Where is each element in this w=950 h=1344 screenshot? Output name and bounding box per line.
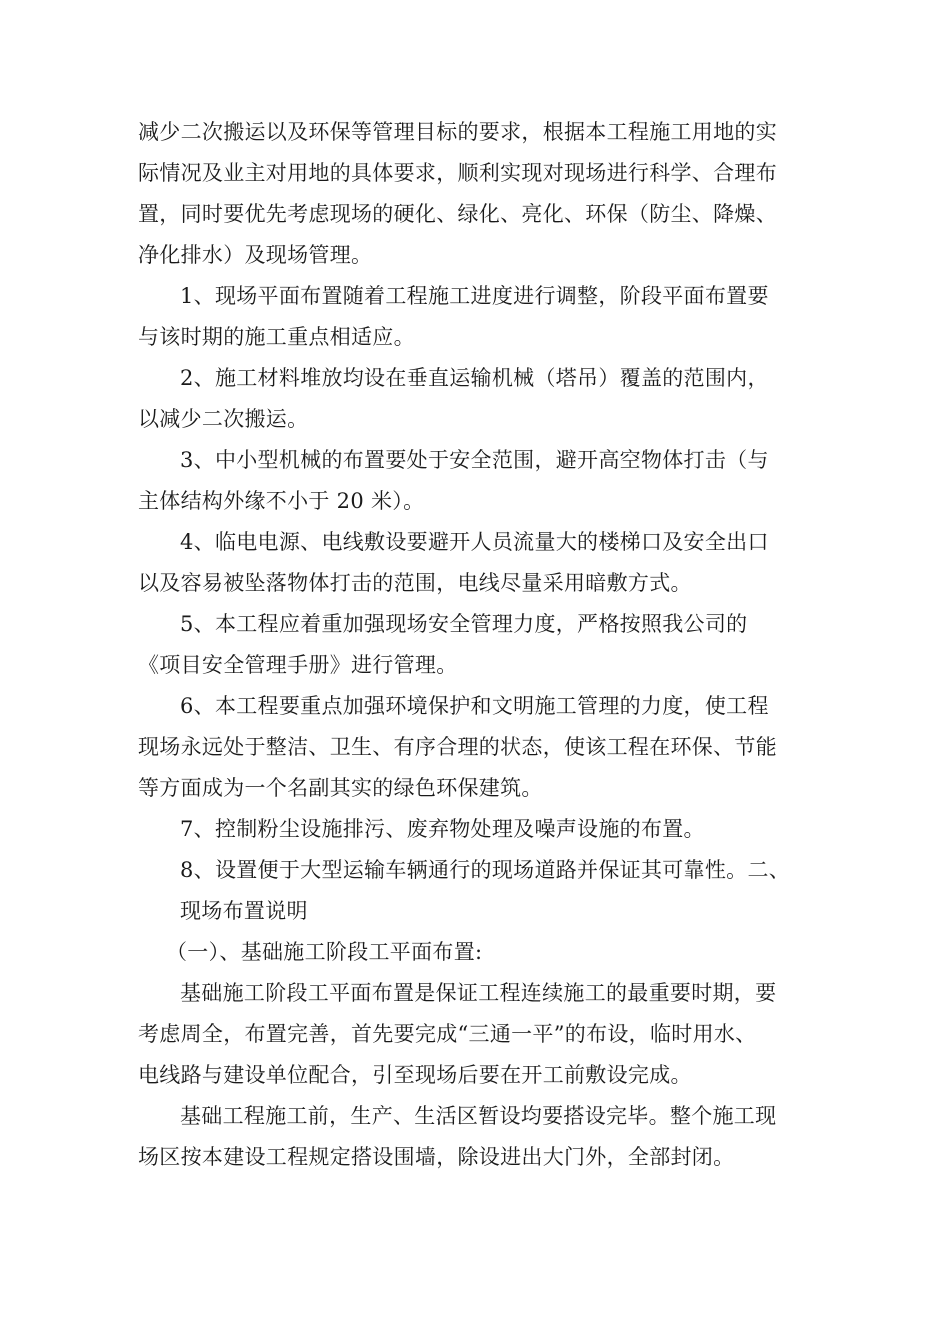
paragraph-item-7 xyxy=(138,809,810,850)
section-heading: 现场布置说明 xyxy=(180,899,308,923)
paragraph-item-6 xyxy=(138,686,810,809)
text-line: 置，同时要优先考虑现场的硬化、绿化、亮化、环保（防尘、降燥、 xyxy=(138,202,777,226)
text-line: 基础工程施工前，生产、生活区暂设均要搭设完毕。整个施工现 xyxy=(180,1104,777,1128)
text-line: 场区按本建设工程规定搭设围墙，除设进出大门外，全部封闭。 xyxy=(138,1145,735,1169)
text-line: 7、控制粉尘设施排污、废弃物处理及噪声设施的布置。 xyxy=(180,817,705,841)
text-line: 《项目安全管理手册》进行管理。 xyxy=(138,653,458,677)
text-line: 电线路与建设单位配合，引至现场后要在开工前敷设完成。 xyxy=(138,1063,692,1087)
paragraph-item-5 xyxy=(138,604,810,686)
paragraph-item-3 xyxy=(138,440,810,522)
text-line: 2、施工材料堆放均设在垂直运输机械（塔吊）覆盖的范围内， xyxy=(180,366,769,390)
text-line: 考虑周全，布置完善，首先要完成“三通一平”的布设，临时用水、 xyxy=(138,1022,757,1046)
text-line: 与该时期的施工重点相适应。 xyxy=(138,325,415,349)
paragraph-item-2 xyxy=(138,358,810,440)
text-line: 以及容易被坠落物体打击的范围，电线尽量采用暗敷方式。 xyxy=(138,571,692,595)
document-body xyxy=(138,112,810,1178)
text-line: 3、中小型机械的布置要处于安全范围，避开高空物体打击（与 xyxy=(180,448,769,472)
paragraph-foundation-2 xyxy=(138,1096,810,1178)
subsection-heading xyxy=(138,932,810,973)
text-line: 基础施工阶段工平面布置是保证工程连续施工的最重要时期，要 xyxy=(180,981,777,1005)
text-line: 6、本工程要重点加强环境保护和文明施工管理的力度，使工程 xyxy=(180,694,769,718)
text-line: 1、现场平面布置随着工程施工进度进行调整，阶段平面布置要 xyxy=(180,284,769,308)
paragraph-item-8 xyxy=(138,850,810,932)
paragraph-foundation-1 xyxy=(138,973,810,1096)
text-line: 5、本工程应着重加强现场安全管理力度，严格按照我公司的 xyxy=(180,612,748,636)
text-line: 4、临电电源、电线敷设要避开人员流量大的楼梯口及安全出口 xyxy=(180,530,769,554)
text-line: 8、设置便于大型运输车辆通行的现场道路并保证其可靠性。二、 xyxy=(180,858,791,882)
paragraph-item-1 xyxy=(138,276,810,358)
text-line: 以减少二次搬运。 xyxy=(138,407,309,431)
text-line: 主体结构外缘不小于 20 米）。 xyxy=(138,489,425,513)
text-line: 减少二次搬运以及环保等管理目标的要求，根据本工程施工用地的实 xyxy=(138,120,777,144)
paragraph-intro xyxy=(138,112,810,276)
text-line: （一）、基础施工阶段工平面布置: xyxy=(166,940,483,964)
text-line: 等方面成为一个名副其实的绿色环保建筑。 xyxy=(138,776,543,800)
text-line: 现场永远处于整洁、卫生、有序合理的状态，使该工程在环保、节能 xyxy=(138,735,777,759)
text-line: 净化排水）及现场管理。 xyxy=(138,243,373,267)
text-line: 际情况及业主对用地的具体要求，顺利实现对现场进行科学、合理布 xyxy=(138,161,777,185)
paragraph-item-4 xyxy=(138,522,810,604)
